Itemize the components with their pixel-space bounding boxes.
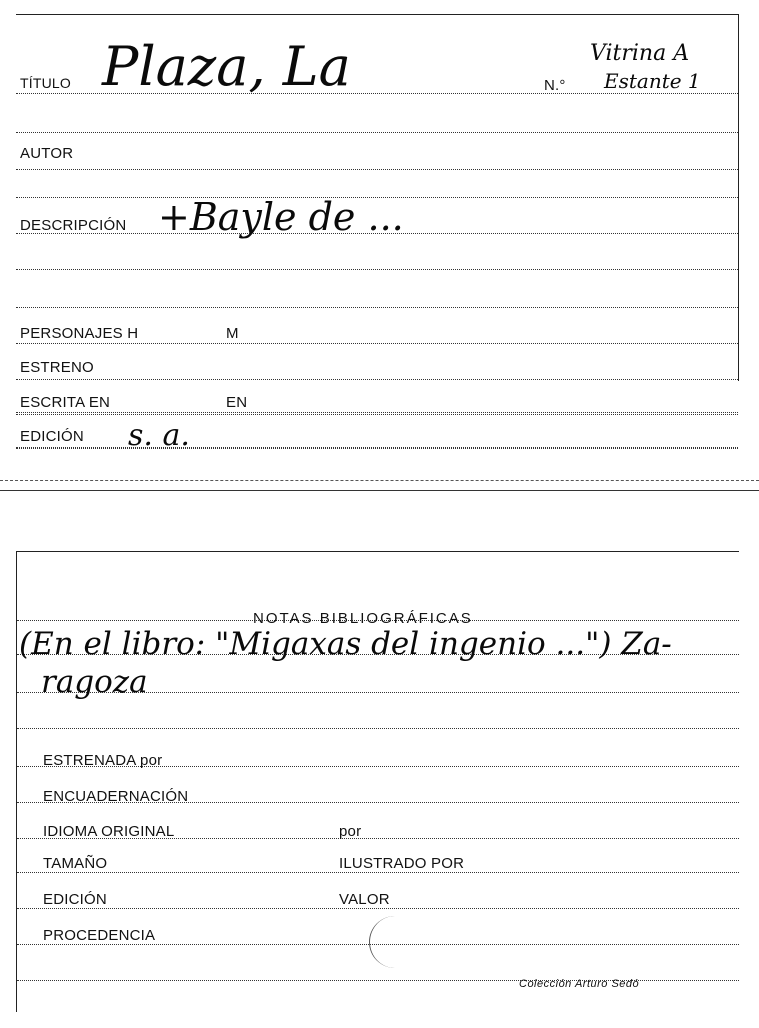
notas-line2: ragoza — [41, 664, 148, 700]
escrita-en-label: ESCRITA EN — [20, 394, 111, 411]
numero-value-line1: Vitrina A — [590, 41, 690, 66]
notas-title: NOTAS BIBLIOGRÁFICAS — [253, 610, 473, 627]
coleccion-stamp: Colección Arturo Sedó — [519, 978, 640, 990]
edicion-label-bottom: EDICIÓN — [43, 891, 107, 908]
edicion-label-top: EDICIÓN — [20, 428, 84, 445]
titulo-label: TÍTULO — [20, 75, 71, 91]
rule-line — [16, 448, 738, 449]
descripcion-label: DESCRIPCIÓN — [20, 217, 127, 234]
numero-label: N.° — [544, 77, 566, 94]
procedencia-label: PROCEDENCIA — [43, 927, 156, 944]
rule-line — [16, 169, 738, 170]
rule-line — [16, 343, 738, 344]
rule-line — [16, 447, 738, 448]
page-separator-dashed — [0, 480, 759, 481]
valor-label: VALOR — [339, 891, 390, 908]
rule-line — [16, 412, 738, 413]
rule-line — [17, 908, 739, 909]
idioma-label: IDIOMA ORIGINAL — [43, 823, 175, 840]
rule-line — [16, 379, 738, 380]
page-separator — [0, 490, 759, 491]
rule-line — [17, 872, 739, 873]
rule-line — [16, 307, 738, 308]
titulo-value: Plaza, La — [102, 35, 351, 98]
tamano-label: TAMAÑO — [43, 855, 108, 872]
punch-hole — [369, 916, 410, 968]
estreno-label: ESTRENO — [20, 359, 94, 376]
por-label: por — [339, 823, 362, 840]
personajes-h-label: PERSONAJES H — [20, 325, 139, 342]
autor-label: AUTOR — [20, 145, 74, 162]
numero-value-line2: Estante 1 — [604, 69, 701, 93]
catalog-card-back — [16, 551, 739, 1012]
edicion-value: s. a. — [128, 418, 190, 453]
rule-line — [17, 728, 739, 729]
rule-line — [16, 414, 738, 415]
notas-line1: (En el libro: "Migaxas del ingenio ...") Za- — [19, 626, 672, 662]
personajes-m-label: M — [226, 325, 239, 342]
estrenada-label: ESTRENADA por — [43, 752, 163, 769]
rule-line — [16, 269, 738, 270]
descripcion-value: +Bayle de ... — [158, 195, 404, 239]
rule-line — [16, 132, 738, 133]
escrita-en2-label: EN — [226, 394, 248, 411]
catalog-card-front — [16, 14, 739, 381]
encuadernacion-label: ENCUADERNACIÓN — [43, 788, 189, 805]
ilustrado-label: ILUSTRADO POR — [339, 855, 465, 872]
